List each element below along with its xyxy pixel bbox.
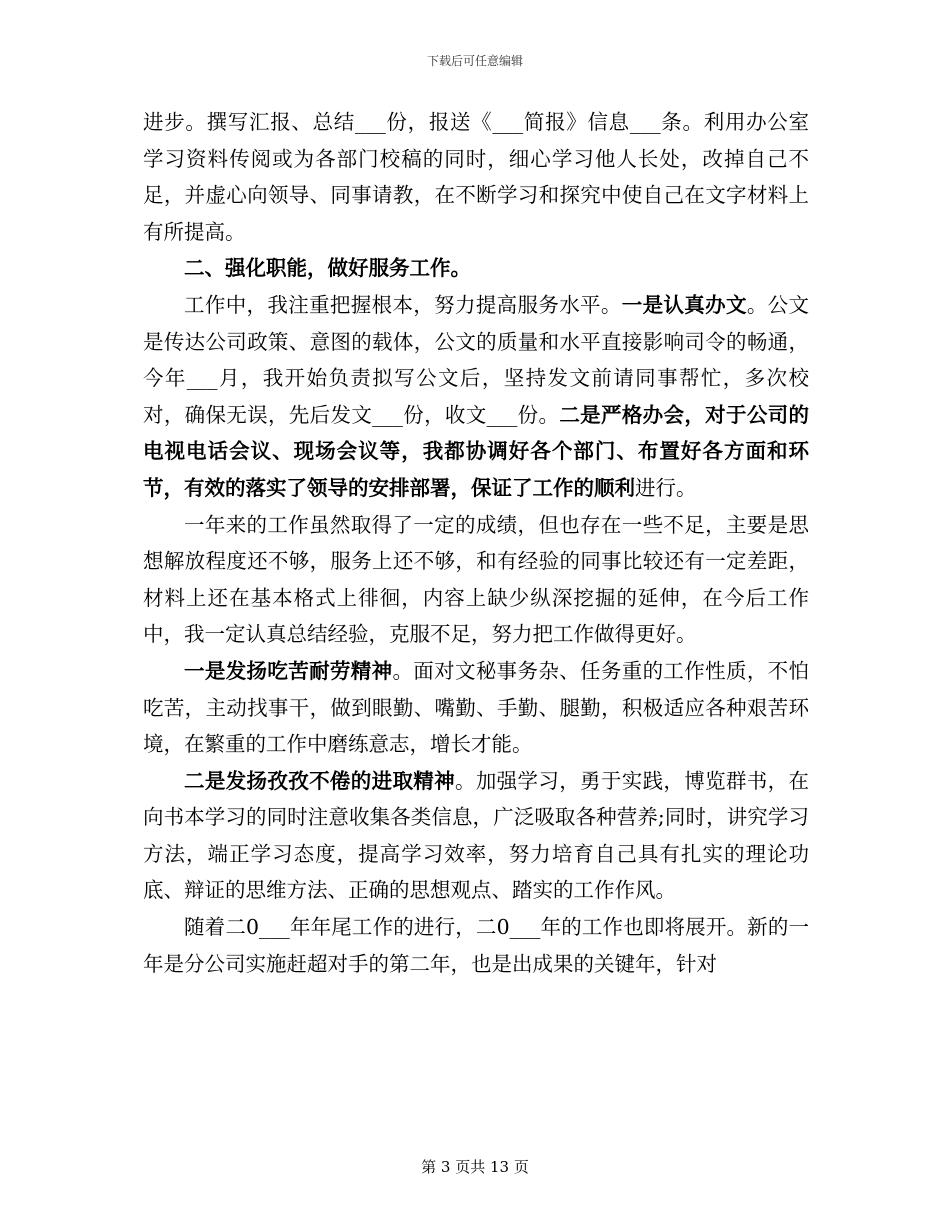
- paragraph-1: [143, 104, 809, 250]
- paragraph-text: 。加强学习，勇于实践，博览群书，在向书本学习的同时注意收集各类信息，广泛吸取各种营养;同时，讲究学习方法，端正学习态度，提高学习效率，努力培育自己具有扎实的理论功底、辩证的思维方法、正确的思想观点、踏实的工作作风。: [143, 768, 810, 903]
- section-heading-text: 二、强化职能，做好服务工作。: [184, 256, 471, 281]
- paragraph-text: 随着二0___年年尾工作的进行，二0___年的工作也即将展开。新的一年是分公司实施赶超对手的第二年，也是出成果的关键年，针对: [143, 915, 809, 976]
- paragraph-text: 工作中，我注重把握根本，努力提高服务水平。: [184, 292, 622, 317]
- paragraph-bold-text: 二是严格办会，对于公司的电视电话会议、现场会议等，我都协调好各个部门、布置好各方面和环节，有效的落实了领导的安排部署，保证了工作的顺利: [143, 402, 810, 500]
- paragraph-4: [143, 507, 809, 653]
- paragraph-bold-text: 一是发扬吃苦耐劳精神: [184, 658, 393, 683]
- page-number: 第 3 页共 13 页: [421, 1158, 529, 1176]
- document-body: [143, 104, 809, 982]
- paragraph-text: 。面对文秘事务杂、任务重的工作性质，不怕吃苦，主动找事干，做到眼勤、嘴勤、手勤、腿勤，积极适应各种艰苦环境，在繁重的工作中磨练意志，增长才能。: [143, 658, 810, 757]
- paragraph-text: 进步。撰写汇报、总结___份，报送《___简报》信息___条。利用办公室学习资料传阅或为各部门校稿的同时，细心学习他人长处，改掉自己不足，并虚心向领导、同事请教，在不断学习和探究中使自己在文字材料上有所提高。: [143, 110, 809, 244]
- paragraph-6: [143, 763, 809, 909]
- paragraph-3: [143, 287, 809, 507]
- section-heading: [143, 250, 809, 287]
- paragraph-bold-text: 一是认真办文: [621, 292, 747, 317]
- paragraph-5: [143, 653, 809, 763]
- paragraph-text: 一年来的工作虽然取得了一定的成绩，但也存在一些不足，主要是思想解放程度还不够，服务上还不够，和有经验的同事比较还有一定差距，材料上还在基本格式上徘徊，内容上缺少纵深挖掘的延伸，在今后工作中，我一定认真总结经验，克服不足，努力把工作做得更好。: [143, 512, 809, 647]
- page-header: 下载后可任意编辑: [426, 54, 523, 68]
- paragraph-text: 。公文是传达公司政策、意图的载体，公文的质量和水平直接影响司令的畅通，今年___月，我开始负责拟写公文后，坚持发文前请同事帮忙，多次校对，确保无误，先后发文___份，收文___份。: [143, 292, 810, 427]
- paragraph-7: [143, 909, 809, 982]
- paragraph-text: 进行。: [635, 475, 697, 500]
- paragraph-bold-text: 二是发扬孜孜不倦的进取精神: [184, 768, 455, 793]
